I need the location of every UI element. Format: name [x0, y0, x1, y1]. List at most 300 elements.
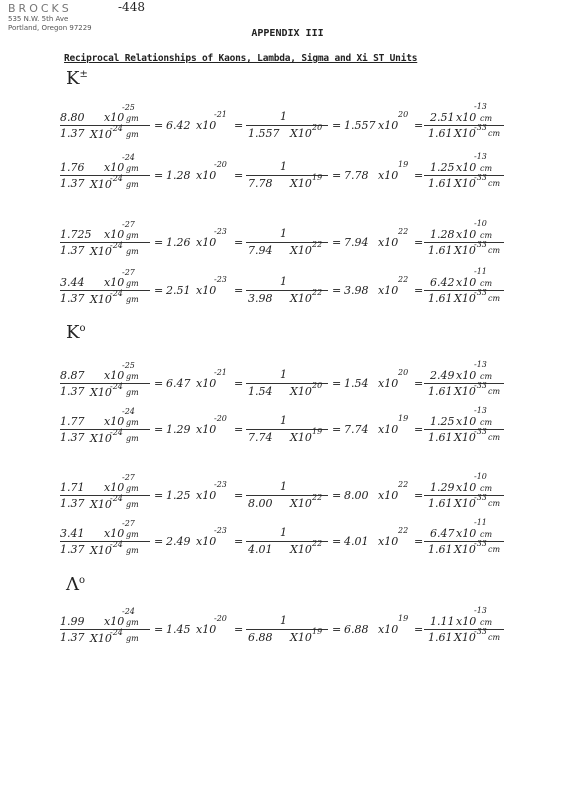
- length-divisor: 1.61: [428, 497, 453, 510]
- length-divisor-exponent: -33: [474, 539, 487, 548]
- equals-sign: =: [154, 169, 164, 182]
- reciprocal-value: 6.88: [344, 623, 369, 636]
- mass-mantissa: 1.77: [60, 415, 85, 428]
- times-ten: x10: [456, 161, 477, 174]
- equals-sign: =: [154, 284, 164, 297]
- unit-gm: gm: [126, 180, 139, 189]
- divisor-exponent: -24: [110, 124, 123, 133]
- reciprocal-value: 7.78: [344, 169, 369, 182]
- equals-sign: =: [414, 623, 424, 636]
- unit-gm: gm: [126, 114, 139, 123]
- times-ten: x10: [456, 415, 477, 428]
- numerator-one: 1: [280, 275, 287, 288]
- unit-cm: cm: [480, 618, 493, 627]
- times-ten: X10: [454, 385, 476, 398]
- equals-sign: =: [332, 535, 342, 548]
- unit-cm: cm: [488, 294, 501, 303]
- stamp-street: 535 N.W. 5th Ave: [8, 15, 69, 23]
- ratio-exponent: -23: [214, 227, 227, 236]
- times-ten: x10: [104, 369, 125, 382]
- fraction-bar: [60, 541, 150, 542]
- mass-exponent: -27: [122, 473, 135, 482]
- equals-sign: =: [332, 423, 342, 436]
- mass-exponent: -27: [122, 268, 135, 277]
- times-ten: x10: [196, 236, 217, 249]
- numerator-one: 1: [280, 614, 287, 627]
- length-divisor: 1.61: [428, 127, 453, 140]
- reciprocal-value: 8.00: [344, 489, 369, 502]
- equals-sign: =: [414, 535, 424, 548]
- times-ten: x10: [378, 423, 399, 436]
- ratio-mantissa: 6.47: [166, 377, 191, 390]
- mass-exponent: -25: [122, 361, 135, 370]
- times-ten: x10: [104, 481, 125, 494]
- equation-row: [60, 472, 510, 518]
- divisor-mantissa: 1.37: [60, 177, 85, 190]
- times-ten: x10: [456, 228, 477, 241]
- reciprocal-value-exponent: 20: [398, 368, 409, 377]
- times-ten: x10: [378, 377, 399, 390]
- unit-cm: cm: [488, 179, 501, 188]
- mass-exponent: -24: [122, 607, 135, 616]
- times-ten: X10: [90, 632, 112, 645]
- times-ten: x10: [378, 169, 399, 182]
- reciprocal-value-exponent: 19: [398, 614, 409, 623]
- times-ten: X10: [290, 385, 312, 398]
- equals-sign: =: [154, 236, 164, 249]
- times-ten: X10: [90, 544, 112, 557]
- length-divisor-exponent: -33: [474, 123, 487, 132]
- equals-sign: =: [234, 377, 244, 390]
- unit-cm: cm: [488, 246, 501, 255]
- times-ten: X10: [454, 497, 476, 510]
- equals-sign: =: [414, 489, 424, 502]
- mass-mantissa: 1.99: [60, 615, 85, 628]
- reciprocal-mantissa: 6.88: [248, 631, 273, 644]
- reciprocal-mantissa: 7.78: [248, 177, 273, 190]
- length-divisor-exponent: -33: [474, 240, 487, 249]
- unit-gm: gm: [126, 247, 139, 256]
- reciprocal-exponent: 22: [312, 539, 323, 548]
- equation-row: [60, 267, 510, 313]
- length-exponent: -11: [474, 518, 487, 527]
- unit-cm: cm: [488, 129, 501, 138]
- fraction-bar: [60, 125, 150, 126]
- unit-cm: cm: [480, 279, 493, 288]
- length-divisor: 1.61: [428, 177, 453, 190]
- divisor-exponent: -24: [110, 494, 123, 503]
- equals-sign: =: [154, 623, 164, 636]
- unit-gm: gm: [126, 231, 139, 240]
- times-ten: x10: [378, 535, 399, 548]
- unit-cm: cm: [488, 499, 501, 508]
- length-divisor: 1.61: [428, 385, 453, 398]
- times-ten: X10: [290, 177, 312, 190]
- equals-sign: =: [234, 236, 244, 249]
- times-ten: x10: [104, 228, 125, 241]
- unit-cm: cm: [488, 433, 501, 442]
- unit-gm: gm: [126, 530, 139, 539]
- mass-mantissa: 3.41: [60, 527, 85, 540]
- times-ten: X10: [90, 386, 112, 399]
- length-mantissa: 1.25: [430, 415, 455, 428]
- mass-mantissa: 8.87: [60, 369, 85, 382]
- ratio-mantissa: 2.49: [166, 535, 191, 548]
- equals-sign: =: [234, 623, 244, 636]
- reciprocal-exponent: 19: [312, 427, 323, 436]
- times-ten: x10: [104, 161, 125, 174]
- section-symbol: K: [66, 322, 80, 343]
- times-ten: x10: [104, 276, 125, 289]
- times-ten: X10: [90, 245, 112, 258]
- times-ten: x10: [196, 284, 217, 297]
- reciprocal-value-exponent: 20: [398, 110, 409, 119]
- length-divisor-exponent: -33: [474, 381, 487, 390]
- ratio-exponent: -20: [214, 614, 227, 623]
- unit-gm: gm: [126, 634, 139, 643]
- equals-sign: =: [234, 489, 244, 502]
- times-ten: x10: [456, 369, 477, 382]
- length-exponent: -13: [474, 152, 487, 161]
- unit-cm: cm: [480, 484, 493, 493]
- reciprocal-mantissa: 7.94: [248, 244, 273, 257]
- mass-mantissa: 8.80: [60, 111, 85, 124]
- reciprocal-value: 7.74: [344, 423, 369, 436]
- times-ten: X10: [454, 177, 476, 190]
- reciprocal-mantissa: 4.01: [248, 543, 273, 556]
- reciprocal-exponent: 22: [312, 288, 323, 297]
- unit-cm: cm: [488, 633, 501, 642]
- equals-sign: =: [154, 377, 164, 390]
- unit-cm: cm: [480, 231, 493, 240]
- ratio-mantissa: 2.51: [166, 284, 191, 297]
- times-ten: x10: [378, 119, 399, 132]
- reciprocal-mantissa: 1.54: [248, 385, 273, 398]
- equals-sign: =: [234, 169, 244, 182]
- length-mantissa: 2.49: [430, 369, 455, 382]
- equals-sign: =: [234, 535, 244, 548]
- reciprocal-exponent: 19: [312, 627, 323, 636]
- times-ten: x10: [378, 236, 399, 249]
- unit-gm: gm: [126, 618, 139, 627]
- reciprocal-value-exponent: 22: [398, 275, 409, 284]
- reciprocal-mantissa: 3.98: [248, 292, 273, 305]
- reciprocal-mantissa: 7.74: [248, 431, 273, 444]
- fraction-bar: [60, 290, 150, 291]
- reciprocal-exponent: 20: [312, 123, 323, 132]
- stamp-city: Portland, Oregon 97229: [8, 24, 92, 32]
- mass-mantissa: 3.44: [60, 276, 85, 289]
- reciprocal-value: 1.557: [344, 119, 376, 132]
- fraction-bar: [424, 541, 504, 542]
- divisor-exponent: -24: [110, 382, 123, 391]
- section-symbol: K: [66, 68, 80, 89]
- equals-sign: =: [414, 377, 424, 390]
- divisor-mantissa: 1.37: [60, 631, 85, 644]
- mass-exponent: -27: [122, 220, 135, 229]
- handwritten-doc-code: -448: [118, 0, 145, 14]
- section-label: [66, 68, 88, 89]
- reciprocal-mantissa: 1.557: [248, 127, 280, 140]
- times-ten: X10: [90, 293, 112, 306]
- times-ten: X10: [290, 431, 312, 444]
- length-exponent: -13: [474, 606, 487, 615]
- fraction-bar: [424, 125, 504, 126]
- mass-exponent: -25: [122, 103, 135, 112]
- section-label: [66, 322, 85, 343]
- divisor-mantissa: 1.37: [60, 292, 85, 305]
- times-ten: x10: [378, 489, 399, 502]
- section-symbol: Λ: [66, 574, 79, 595]
- times-ten: X10: [454, 431, 476, 444]
- divisor-mantissa: 1.37: [60, 385, 85, 398]
- fraction-bar: [60, 242, 150, 243]
- unit-gm: gm: [126, 434, 139, 443]
- equals-sign: =: [332, 623, 342, 636]
- stamp-name: BROCKS: [8, 2, 72, 15]
- divisor-exponent: -24: [110, 628, 123, 637]
- reciprocal-exponent: 19: [312, 173, 323, 182]
- mass-mantissa: 1.76: [60, 161, 85, 174]
- reciprocal-value-exponent: 19: [398, 414, 409, 423]
- times-ten: X10: [454, 631, 476, 644]
- ratio-mantissa: 1.26: [166, 236, 191, 249]
- equals-sign: =: [414, 236, 424, 249]
- ratio-mantissa: 1.45: [166, 623, 191, 636]
- mass-exponent: -24: [122, 407, 135, 416]
- equals-sign: =: [332, 169, 342, 182]
- page-title: APPENDIX III: [251, 28, 324, 39]
- times-ten: x10: [104, 111, 125, 124]
- length-exponent: -13: [474, 360, 487, 369]
- fraction-bar: [424, 290, 504, 291]
- numerator-one: 1: [280, 227, 287, 240]
- unit-gm: gm: [126, 279, 139, 288]
- fraction-bar: [60, 629, 150, 630]
- length-divisor: 1.61: [428, 631, 453, 644]
- length-divisor-exponent: -33: [474, 288, 487, 297]
- length-divisor-exponent: -33: [474, 173, 487, 182]
- divisor-exponent: -24: [110, 540, 123, 549]
- unit-gm: gm: [126, 295, 139, 304]
- divisor-mantissa: 1.37: [60, 431, 85, 444]
- times-ten: x10: [196, 169, 217, 182]
- equation-row: [60, 518, 510, 564]
- fraction-bar: [424, 629, 504, 630]
- times-ten: X10: [290, 497, 312, 510]
- length-divisor: 1.61: [428, 431, 453, 444]
- unit-cm: cm: [488, 545, 501, 554]
- times-ten: X10: [290, 543, 312, 556]
- times-ten: x10: [378, 284, 399, 297]
- reciprocal-exponent: 22: [312, 240, 323, 249]
- length-exponent: -10: [474, 219, 487, 228]
- times-ten: X10: [454, 244, 476, 257]
- divisor-mantissa: 1.37: [60, 543, 85, 556]
- ratio-exponent: -21: [214, 110, 227, 119]
- fraction-bar: [424, 429, 504, 430]
- unit-gm: gm: [126, 164, 139, 173]
- times-ten: x10: [456, 276, 477, 289]
- times-ten: X10: [290, 244, 312, 257]
- length-mantissa: 1.29: [430, 481, 455, 494]
- reciprocal-value: 4.01: [344, 535, 369, 548]
- length-mantissa: 1.11: [430, 615, 455, 628]
- times-ten: X10: [90, 178, 112, 191]
- length-exponent: -13: [474, 406, 487, 415]
- times-ten: x10: [196, 423, 217, 436]
- length-mantissa: 6.47: [430, 527, 455, 540]
- divisor-exponent: -24: [110, 241, 123, 250]
- times-ten: X10: [290, 292, 312, 305]
- fraction-bar: [60, 383, 150, 384]
- unit-gm: gm: [126, 500, 139, 509]
- times-ten: x10: [456, 111, 477, 124]
- divisor-mantissa: 1.37: [60, 244, 85, 257]
- equation-row: [60, 219, 510, 265]
- equation-row: [60, 406, 510, 452]
- mass-exponent: -27: [122, 519, 135, 528]
- length-divisor: 1.61: [428, 292, 453, 305]
- equals-sign: =: [414, 169, 424, 182]
- equation-row: [60, 102, 510, 148]
- times-ten: X10: [290, 631, 312, 644]
- ratio-exponent: -21: [214, 368, 227, 377]
- length-mantissa: 2.51: [430, 111, 455, 124]
- divisor-mantissa: 1.37: [60, 127, 85, 140]
- times-ten: X10: [290, 127, 312, 140]
- unit-cm: cm: [480, 418, 493, 427]
- fraction-bar: [424, 242, 504, 243]
- unit-gm: gm: [126, 388, 139, 397]
- unit-gm: gm: [126, 484, 139, 493]
- fraction-bar: [60, 495, 150, 496]
- fraction-bar: [424, 495, 504, 496]
- ratio-mantissa: 1.28: [166, 169, 191, 182]
- ratio-mantissa: 1.29: [166, 423, 191, 436]
- fraction-bar: [60, 175, 150, 176]
- fraction-bar: [424, 175, 504, 176]
- numerator-one: 1: [280, 160, 287, 173]
- ratio-exponent: -20: [214, 414, 227, 423]
- equals-sign: =: [414, 423, 424, 436]
- unit-gm: gm: [126, 130, 139, 139]
- unit-gm: gm: [126, 546, 139, 555]
- divisor-mantissa: 1.37: [60, 497, 85, 510]
- times-ten: X10: [454, 292, 476, 305]
- reciprocal-value-exponent: 22: [398, 227, 409, 236]
- length-divisor-exponent: -33: [474, 627, 487, 636]
- length-divisor: 1.61: [428, 543, 453, 556]
- times-ten: x10: [196, 489, 217, 502]
- reciprocal-value: 1.54: [344, 377, 369, 390]
- divisor-exponent: -24: [110, 174, 123, 183]
- numerator-one: 1: [280, 526, 287, 539]
- section-symbol-superscript: o: [79, 575, 86, 586]
- divisor-exponent: -24: [110, 289, 123, 298]
- unit-gm: gm: [126, 418, 139, 427]
- times-ten: X10: [90, 498, 112, 511]
- numerator-one: 1: [280, 110, 287, 123]
- times-ten: x10: [196, 377, 217, 390]
- times-ten: x10: [456, 615, 477, 628]
- ratio-mantissa: 6.42: [166, 119, 191, 132]
- equals-sign: =: [154, 119, 164, 132]
- mass-mantissa: 1.725: [60, 228, 92, 241]
- reciprocal-exponent: 22: [312, 493, 323, 502]
- length-exponent: -11: [474, 267, 487, 276]
- equals-sign: =: [414, 119, 424, 132]
- reciprocal-mantissa: 8.00: [248, 497, 273, 510]
- unit-cm: cm: [488, 387, 501, 396]
- equals-sign: =: [154, 489, 164, 502]
- ratio-exponent: -23: [214, 480, 227, 489]
- equation-row: [60, 606, 510, 652]
- times-ten: x10: [456, 527, 477, 540]
- times-ten: x10: [104, 415, 125, 428]
- length-mantissa: 6.42: [430, 276, 455, 289]
- fraction-bar: [424, 383, 504, 384]
- equation-row: [60, 152, 510, 198]
- page-subtitle: Reciprocal Relationships of Kaons, Lambda, Sigma and Xi ST Units: [64, 53, 418, 64]
- reciprocal-value-exponent: 22: [398, 480, 409, 489]
- unit-gm: gm: [126, 372, 139, 381]
- numerator-one: 1: [280, 368, 287, 381]
- times-ten: x10: [196, 535, 217, 548]
- reciprocal-value: 3.98: [344, 284, 369, 297]
- ratio-exponent: -20: [214, 160, 227, 169]
- equals-sign: =: [332, 377, 342, 390]
- equals-sign: =: [234, 423, 244, 436]
- equals-sign: =: [234, 284, 244, 297]
- section-symbol-superscript: ±: [79, 69, 88, 80]
- length-exponent: -13: [474, 102, 487, 111]
- length-mantissa: 1.25: [430, 161, 455, 174]
- reciprocal-value-exponent: 19: [398, 160, 409, 169]
- equals-sign: =: [414, 284, 424, 297]
- equals-sign: =: [332, 119, 342, 132]
- reciprocal-value: 7.94: [344, 236, 369, 249]
- equals-sign: =: [332, 284, 342, 297]
- length-exponent: -10: [474, 472, 487, 481]
- equals-sign: =: [154, 423, 164, 436]
- unit-cm: cm: [480, 530, 493, 539]
- times-ten: x10: [456, 481, 477, 494]
- unit-cm: cm: [480, 372, 493, 381]
- times-ten: x10: [196, 119, 217, 132]
- numerator-one: 1: [280, 480, 287, 493]
- unit-cm: cm: [480, 164, 493, 173]
- equals-sign: =: [234, 119, 244, 132]
- section-symbol-superscript: o: [79, 323, 86, 334]
- times-ten: x10: [196, 623, 217, 636]
- equals-sign: =: [154, 535, 164, 548]
- length-divisor: 1.61: [428, 244, 453, 257]
- equals-sign: =: [332, 489, 342, 502]
- reciprocal-exponent: 20: [312, 381, 323, 390]
- ratio-exponent: -23: [214, 275, 227, 284]
- mass-exponent: -24: [122, 153, 135, 162]
- equation-row: [60, 360, 510, 406]
- ratio-exponent: -23: [214, 526, 227, 535]
- times-ten: x10: [104, 615, 125, 628]
- length-divisor-exponent: -33: [474, 493, 487, 502]
- reciprocal-value-exponent: 22: [398, 526, 409, 535]
- times-ten: x10: [378, 623, 399, 636]
- times-ten: x10: [104, 527, 125, 540]
- ratio-mantissa: 1.25: [166, 489, 191, 502]
- divisor-exponent: -24: [110, 428, 123, 437]
